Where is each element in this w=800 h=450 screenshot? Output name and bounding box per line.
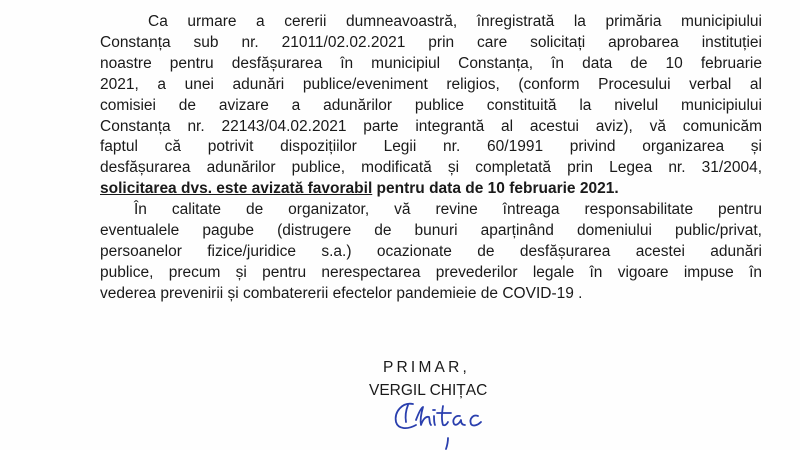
paragraph-1-line-1: Ca urmare a cererii dumneavoastră, înregistrată la primăria municipiului — [148, 13, 762, 30]
paragraph-2-line-5: vederea prevenirii și combatererii efectelor pandemieie de COVID-19 . — [100, 284, 583, 302]
paragraph-2-line-4: publice, precum și pentru nerespectarea prevederilor legale în vigoare impuse în — [100, 263, 762, 281]
paragraph-1-line-3: noastre pentru desfășurarea în municipiul Constanța, în data de 10 februarie — [100, 54, 762, 72]
paragraph-1-line-7: faptul că potrivit dispozițiilor Legii nr. 60/1991 privind organizarea și — [100, 138, 762, 156]
paragraph-1-line-8: desfășurarea adunărilor publice, modificată și completată prin Legea nr. 31/2004, — [100, 159, 762, 177]
paragraph-1-line-2: Constanța sub nr. 21011/02.02.2021 prin care solicitați aprobarea instituției — [100, 33, 762, 51]
signatory-title: PRIMAR, — [383, 359, 470, 376]
paragraph-1-line-4: 2021, a unei adunări publice/eveniment religios, (conform Procesului verbal al — [100, 75, 762, 93]
paragraph-2-line-3: persoanelor fizice/juridice s.a.) ocazionate de desfășurarea acestei adunări — [100, 242, 762, 260]
handwritten-signature — [388, 398, 518, 450]
decision-suffix: pentru data de 10 februarie 2021. — [372, 180, 619, 198]
signatory-name: VERGIL CHIȚAC — [369, 382, 488, 399]
paragraph-2-line-1: În calitate de organizator, vă revine întreaga responsabilitate pentru — [134, 201, 762, 219]
paragraph-2-line-2: eventualele pagube (distrugere de bunuri aparținând domeniului public/privat, — [100, 222, 762, 240]
paragraph-1-line-6: Constanța nr. 22143/04.02.2021 parte integrantă al acestui aviz), vă comunicăm — [100, 117, 762, 135]
decision-text: solicitarea dvs. este avizată favorabil — [100, 180, 373, 198]
paragraph-1-line-5: comisiei de avizare a adunărilor publice constituită la nivelul municipiului — [100, 96, 762, 114]
